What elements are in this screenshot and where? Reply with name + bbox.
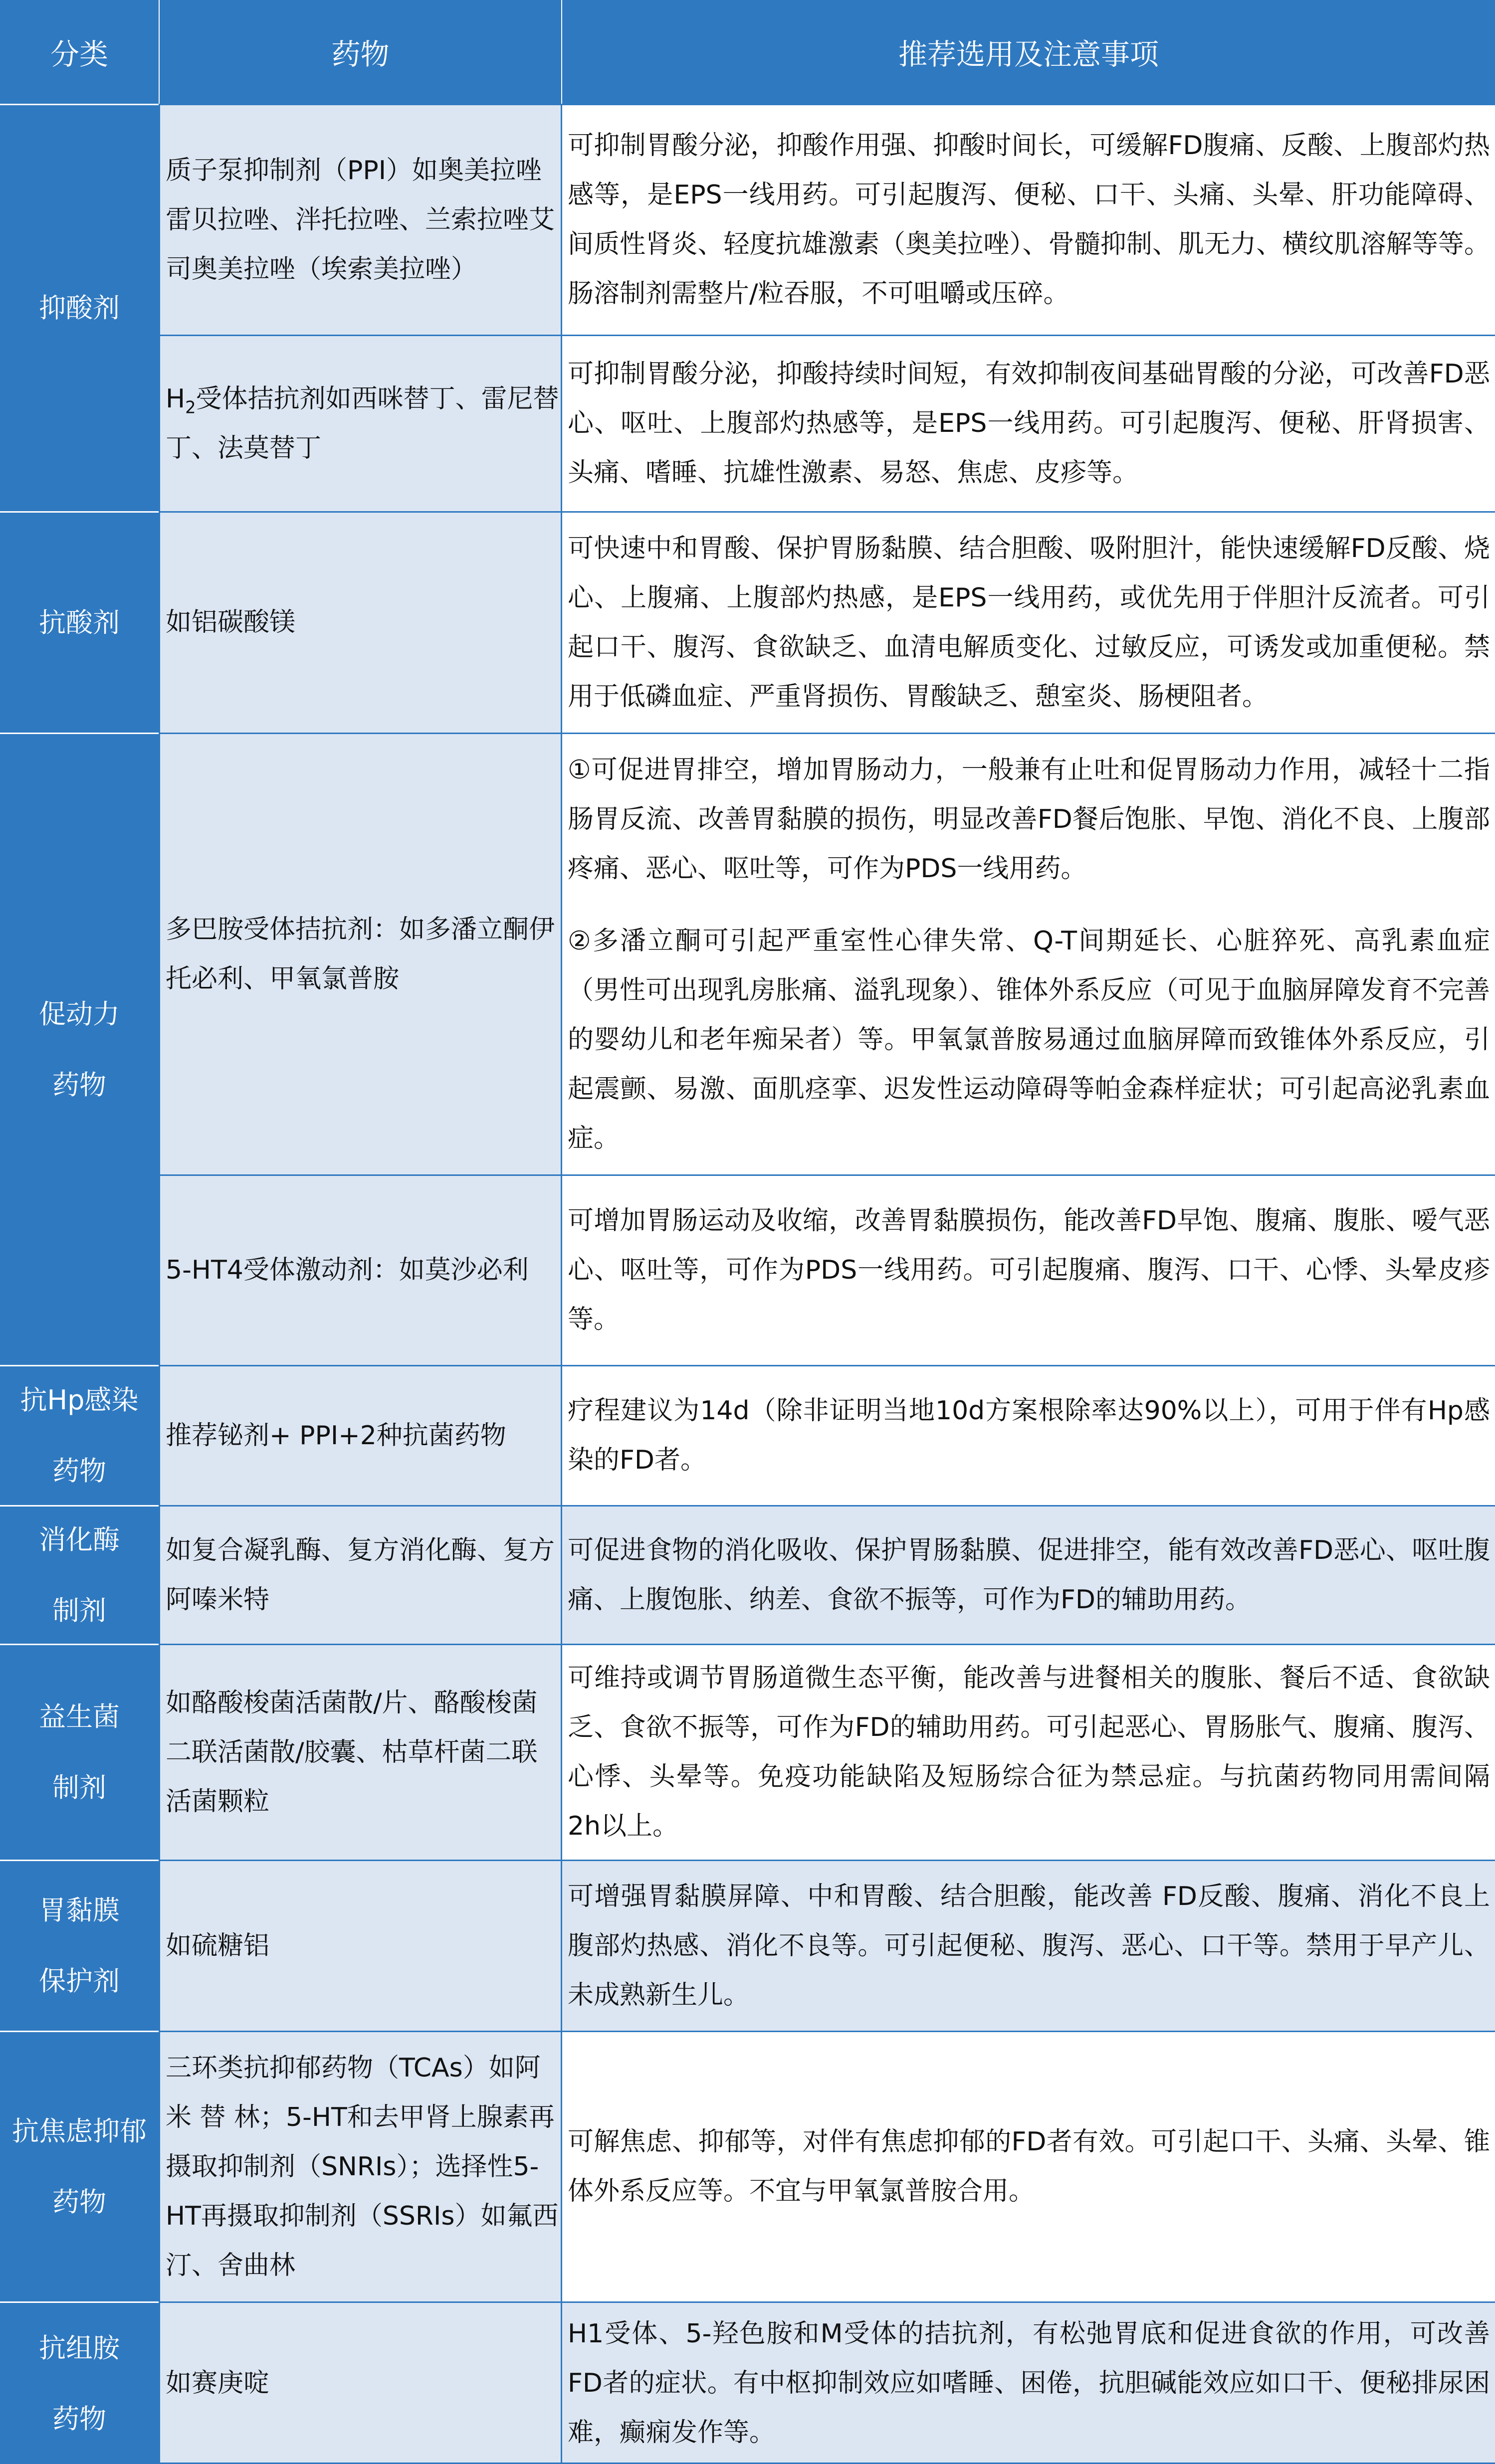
- header-notes: [562, 0, 1495, 104]
- drug-text: 三环类抗抑郁药物（TCAs）如阿米 替 林；5-HT和去甲肾上腺素再摄取抑制剂（SNRIs）；选择性5-HT再摄取抑制剂（SSRIs）如氟西汀、舍曲林: [166, 2053, 559, 2280]
- notes-cell: [562, 513, 1495, 733]
- drug-text: 如复合凝乳酶、复方消化酶、复方阿嗪米特: [166, 1535, 555, 1615]
- drug-cell: [160, 1645, 561, 1860]
- notes-cell: [562, 2032, 1495, 2301]
- notes-text: 可维持或调节胃肠道微生态平衡，能改善与进餐相关的腹胀、餐后不适、食欲缺乏、食欲不振等，可作为FD的辅助用药。可引起恶心、胃肠胀气、腹痛、腹泻、心悸、头晕等。免疫功能缺陷及短肠综合征为禁忌症。与抗菌药物同用需间隔 2h以上。: [568, 1663, 1490, 1841]
- row-divider: [160, 335, 1495, 336]
- row-divider: [159, 511, 1495, 513]
- drug-text-subscript: 2: [185, 397, 196, 417]
- notes-cell: [562, 1176, 1495, 1365]
- notes-cell: [562, 1507, 1495, 1644]
- notes-text: H1受体、5-羟色胺和M受体的拮抗剂，有松弛胃底和促进食欲的作用，可改善FD者的症状。有中枢抑制效应如嗜睡、困倦，抗胆碱能效应如口干、便秘排尿困难，癫痫发作等。: [568, 2319, 1490, 2448]
- drug-cell: [160, 336, 561, 511]
- row-divider: [159, 1860, 1495, 1861]
- row-divider: [160, 1174, 1495, 1176]
- column-divider: [561, 104, 562, 2464]
- category-label: 促动力 药物: [39, 998, 120, 1101]
- notes-cell: [562, 1861, 1495, 2031]
- drug-text: 如铝碳酸镁: [166, 607, 296, 637]
- category-label: 抗焦虑抑郁 药物: [12, 2115, 147, 2218]
- category-label: 胃黏膜 保护剂: [39, 1895, 120, 1997]
- drug-cell: [160, 1861, 561, 2031]
- notes-text: 可促进食物的消化吸收、保护胃肠黏膜、促进排空，能有效改善FD恶心、呕吐腹痛、上腹饱胀、纳差、食欲不振等，可作为FD的辅助用药。: [568, 1535, 1490, 1615]
- row-divider: [159, 1365, 1495, 1366]
- category-cell: [0, 734, 159, 1365]
- category-label: 抗组胺 药物: [39, 2332, 120, 2435]
- row-divider: [159, 733, 1495, 734]
- drug-text: 多巴胺受体拮抗剂：如多潘立酮伊托必利、甲氧氯普胺: [166, 914, 555, 994]
- row-divider: [159, 2301, 1495, 2303]
- category-cell: [0, 1507, 159, 1644]
- header-notes-label: 推荐选用及注意事项: [898, 38, 1159, 71]
- row-divider: [159, 1505, 1495, 1507]
- category-cell: [0, 105, 159, 511]
- drug-cell: [160, 513, 561, 733]
- category-cell: [0, 1861, 159, 2031]
- column-divider: [159, 104, 160, 2464]
- row-divider: [159, 2031, 1495, 2032]
- header-drug-label: 药物: [331, 38, 390, 71]
- row-divider: [159, 1644, 1495, 1645]
- drug-cell: [160, 105, 561, 335]
- category-cell: [0, 2032, 159, 2301]
- category-label: 抑酸剂: [39, 292, 120, 324]
- category-label: 消化酶 制剂: [39, 1523, 120, 1626]
- header-category: [0, 0, 159, 104]
- drug-text: 5-HT4受体激动剂：如莫沙必利: [166, 1255, 529, 1285]
- notes-cell: [562, 105, 1495, 335]
- notes-cell: [562, 2303, 1495, 2464]
- notes-text: 可增加胃肠运动及收缩，改善胃黏膜损伤，能改善FD早饱、腹痛、腹胀、嗳气恶心、呕吐等，可作为PDS一线用药。可引起腹痛、腹泻、口干、心悸、头晕皮疹等。: [568, 1206, 1490, 1334]
- drug-text: 质子泵抑制剂（PPI）如奥美拉唑雷贝拉唑、泮托拉唑、兰索拉唑艾司奥美拉唑（埃索美拉唑）: [166, 155, 555, 284]
- notes-text: 可快速中和胃酸、保护胃肠黏膜、结合胆酸、吸附胆汁，能快速缓解FD反酸、烧心、上腹痛、上腹部灼热感，是EPS一线用药，或优先用于伴胆汁反流者。可引起口干、腹泻、食欲缺乏、血清电解质变化、过敏反应，可诱发或加重便秘。禁用于低磷血症、严重肾损伤、胃酸缺乏、憩室炎、肠梗阻者。: [568, 533, 1490, 712]
- notes-text: 可解焦虑、抑郁等，对伴有焦虑抑郁的FD者有效。可引起口干、头痛、头晕、锥体外系反应等。不宜与甲氧氯普胺合用。: [568, 2127, 1490, 2206]
- drug-cell: [160, 1176, 561, 1365]
- drug-text: 如赛庚啶: [166, 2368, 270, 2398]
- drug-text: [166, 375, 561, 473]
- category-cell: [0, 1645, 159, 1860]
- drug-text: 如硫糖铝: [166, 1930, 270, 1961]
- drug-cell: [160, 1507, 561, 1644]
- drug-cell: [160, 1366, 561, 1505]
- category-label: 抗酸剂: [39, 606, 120, 638]
- notes-cell: [562, 336, 1495, 511]
- notes-text: 疗程建议为14d（除非证明当地10d方案根除率达90%以上），可用于伴有Hp感染的FD者。: [568, 1396, 1490, 1475]
- category-cell: [0, 513, 159, 733]
- category-label: 抗Hp感染 药物: [20, 1384, 139, 1487]
- drug-text-rest: 受体拮抗剂如西咪替丁、雷尼替丁、法莫替丁: [166, 383, 559, 463]
- notes-text: ②多潘立酮可引起严重室性心律失常、Q-T间期延长、心脏猝死、高乳素血症（男性可出现乳房胀痛、溢乳现象）、锥体外系反应（可见于血脑屏障发育不完善的婴幼儿和老年痴呆者）等。甲氧氯普胺易通过血脑屏障而致锥体外系反应，引起震颤、易激、面肌痉挛、迟发性运动障碍等帕金森样症状；可引起高泌乳素血症。: [568, 926, 1490, 1153]
- drug-text: 推荐铋剂+ PPI+2种抗菌药物: [166, 1420, 506, 1451]
- row-divider: [159, 104, 1495, 105]
- drug-text: 如酪酸梭菌活菌散/片、酪酸梭菌二联活菌散/胶囊、枯草杆菌二联活菌颗粒: [166, 1688, 538, 1817]
- drug-cell: [160, 734, 561, 1174]
- drug-cell: [160, 2303, 561, 2464]
- notes-text: 可抑制胃酸分泌，抑酸作用强、抑酸时间长，可缓解FD腹痛、反酸、上腹部灼热感等，是EPS一线用药。可引起腹泻、便秘、口干、头痛、头晕、肝功能障碍、间质性肾炎、轻度抗雄激素（奥美拉唑）、骨髓抑制、肌无力、横纹肌溶解等等。肠溶制剂需整片/粒吞服，不可咀嚼或压碎。: [568, 131, 1490, 309]
- category-label: 益生菌 制剂: [39, 1701, 120, 1803]
- notes-cell: [562, 734, 1495, 1174]
- notes-text: 可抑制胃酸分泌，抑酸持续时间短，有效抑制夜间基础胃酸的分泌，可改善FD恶心、呕吐、上腹部灼热感等，是EPS一线用药。可引起腹泻、便秘、肝肾损害、头痛、嗜睡、抗雄性激素、易怒、焦虑、皮疹等。: [568, 359, 1490, 488]
- notes-text: ①可促进胃排空，增加胃肠动力，一般兼有止吐和促胃肠动力作用，减轻十二指肠胃反流、改善胃黏膜的损伤，明显改善FD餐后饱胀、早饱、消化不良、上腹部疼痛、恶心、呕吐等，可作为PDS一线用药。: [568, 755, 1490, 884]
- drug-cell: [160, 2032, 561, 2301]
- notes-text: 可增强胃黏膜屏障、中和胃酸、结合胆酸，能改善 FD反酸、腹痛、消化不良上腹部灼热感、消化不良等。可引起便秘、腹泻、恶心、口干等。禁用于早产儿、未成熟新生儿。: [568, 1881, 1490, 2010]
- category-cell: [0, 2303, 159, 2464]
- header-category-label: 分类: [50, 38, 108, 71]
- notes-cell: [562, 1366, 1495, 1505]
- header-drug: [160, 0, 561, 104]
- drug-text-prefix: H: [166, 383, 186, 414]
- category-cell: [0, 1366, 159, 1505]
- notes-cell: [562, 1645, 1495, 1860]
